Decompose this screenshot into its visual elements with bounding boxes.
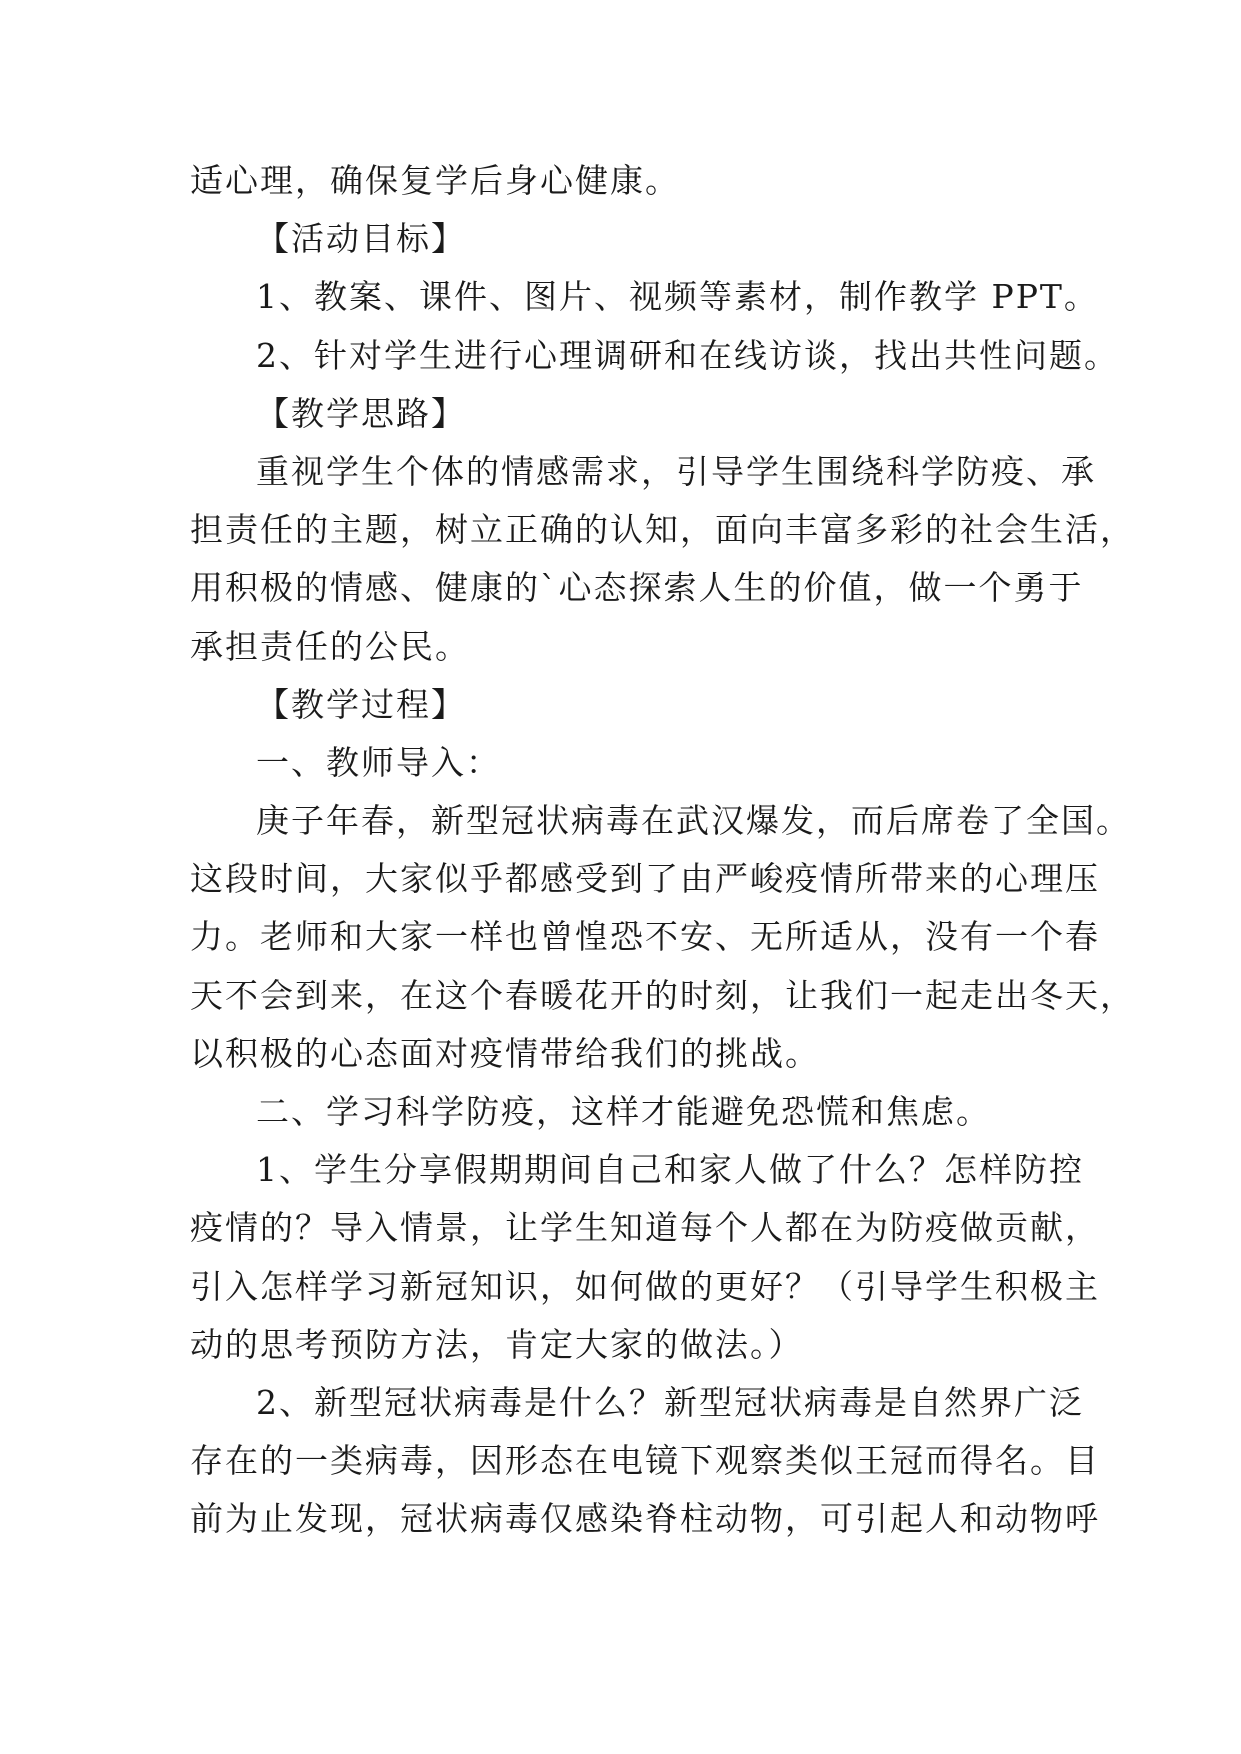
- text-line: 引入怎样学习新冠知识，如何做的更好？（引导学生积极主: [190, 1266, 1100, 1306]
- text-line: 力。老师和大家一样也曾惶恐不安、无所适从，没有一个春: [190, 917, 1100, 957]
- text-line: 庚子年春，新型冠状病毒在武汉爆发，而后席卷了全国。: [256, 801, 1131, 841]
- section-heading-teaching-process: 【教学过程】: [256, 684, 466, 724]
- section-heading-teaching-ideas: 【教学思路】: [256, 393, 466, 433]
- text-line: 2、针对学生进行心理调研和在线访谈，找出共性问题。: [256, 335, 1119, 375]
- text-line: 这段时间，大家似乎都感受到了由严峻疫情所带来的心理压: [190, 859, 1100, 899]
- text-line: 前为止发现，冠状病毒仅感染脊柱动物，可引起人和动物呼: [190, 1499, 1100, 1539]
- text-line: 2、新型冠状病毒是什么？新型冠状病毒是自然界广泛: [256, 1382, 1084, 1422]
- text-line: 适心理，确保复学后身心健康。: [190, 161, 680, 200]
- subheading-science-prevention: 二、学习科学防疫，这样才能避免恐慌和焦虑。: [256, 1092, 991, 1131]
- text-line: 重视学生个体的情感需求，引导学生围绕科学防疫、承: [256, 451, 1096, 491]
- text-line: 疫情的？导入情景，让学生知道每个人都在为防疫做贡献，: [190, 1208, 1100, 1248]
- text-line: 1、教案、课件、图片、视频等素材，制作教学 PPT。: [256, 277, 1099, 317]
- text-line: 以积极的心态面对疫情带给我们的挑战。: [190, 1033, 820, 1073]
- text-line: 存在的一类病毒，因形态在电镜下观察类似王冠而得名。目: [190, 1441, 1100, 1481]
- text-line: 1、学生分享假期期间自己和家人做了什么？怎样防控: [256, 1150, 1084, 1190]
- text-line: 担责任的主题，树立正确的认知，面向丰富多彩的社会生活，: [190, 510, 1135, 550]
- text-line: 动的思考预防方法，肯定大家的做法。）: [190, 1324, 804, 1364]
- subheading-teacher-intro: 一、教师导入：: [256, 742, 501, 782]
- section-heading-activity-goals: 【活动目标】: [256, 219, 466, 259]
- text-line: 天不会到来，在这个春暖花开的时刻，让我们一起走出冬天，: [190, 975, 1135, 1015]
- text-line: 承担责任的公民。: [190, 626, 470, 666]
- text-line: 用积极的情感、健康的`心态探索人生的价值，做一个勇于: [190, 568, 1084, 608]
- document-page: [190, 152, 1135, 1549]
